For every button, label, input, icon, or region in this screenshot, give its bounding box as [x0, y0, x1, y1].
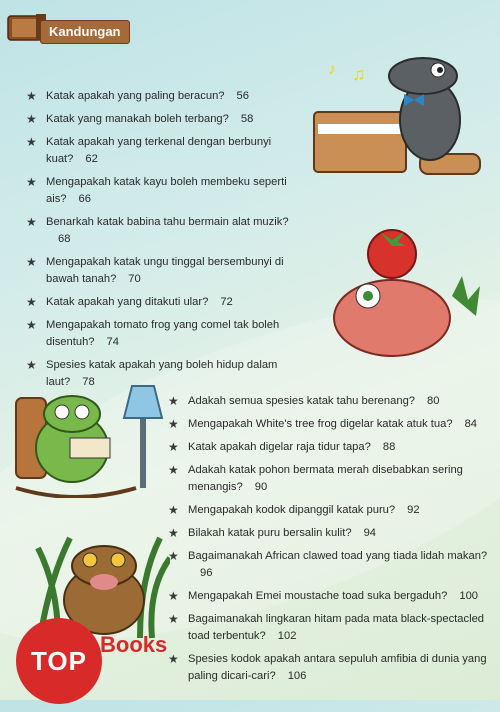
toc-item[interactable]: ★ Mengapakah tomato frog yang comel tak boleh disentuh? 74 [26, 318, 280, 348]
frog-piano-illustration [308, 50, 488, 180]
star-icon: ★ [26, 295, 37, 309]
star-icon: ★ [168, 440, 179, 454]
toc-item[interactable]: ★ Bilakah katak puru bersalin kulit? 94 [168, 526, 377, 540]
svg-text:♫: ♫ [352, 64, 366, 84]
grandpa-frog-illustration [12, 378, 172, 498]
toc-item[interactable]: ★ Katak apakah yang terkenal dengan berbunyi kuat? 62 [26, 135, 272, 165]
star-icon: ★ [168, 526, 179, 540]
star-icon: ★ [168, 463, 179, 477]
page-title: Kandungan [40, 20, 130, 44]
toc-item[interactable]: ★ Mengapakah katak ungu tinggal bersembunyi di bawah tanah? 70 [26, 255, 284, 285]
star-icon: ★ [168, 503, 179, 517]
toc-item[interactable]: ★ Mengapakah Emei moustache toad suka bergaduh? 100 [168, 589, 479, 603]
star-icon: ★ [26, 255, 37, 269]
toc-item[interactable]: ★ Spesies kodok apakah antara sepuluh amfibia di dunia yang paling dicari-cari? 106 [168, 652, 487, 682]
topbooks-logo-text: Books [100, 632, 168, 657]
star-icon: ★ [168, 652, 179, 666]
star-icon: ★ [168, 612, 179, 626]
toc-item[interactable]: ★ Katak apakah yang paling beracun? 56 [26, 89, 249, 103]
star-icon: ★ [168, 589, 179, 603]
toc-item[interactable]: ★ Katak apakah yang ditakuti ular? 72 [26, 295, 233, 309]
star-icon: ★ [26, 215, 37, 229]
star-icon: ★ [168, 394, 179, 408]
toc-item[interactable]: ★ Mengapakah White's tree frog digelar katak atuk tua? 84 [168, 417, 478, 431]
toc-item[interactable]: ★ Benarkah katak babina tahu bermain alat muzik?68 [26, 215, 289, 245]
toc-item[interactable]: ★ Bagaimanakah lingkaran hitam pada mata black-spectacled toad terbentuk? 102 [168, 612, 485, 642]
star-icon: ★ [26, 318, 37, 332]
toc-item[interactable]: ★ Bagaimanakah African clawed toad yang tiada lidah makan?96 [168, 549, 488, 579]
toc-item[interactable]: ★ Katak yang manakah boleh terbang? 58 [26, 112, 254, 126]
tomato-frog-illustration [322, 222, 492, 362]
star-icon: ★ [26, 358, 37, 372]
star-icon: ★ [168, 417, 179, 431]
svg-text:♪: ♪ [328, 61, 336, 78]
toc-item[interactable]: ★ Adakah katak pohon bermata merah disebabkan sering menangis? 90 [168, 463, 463, 493]
toc-item[interactable]: ★ Mengapakah kodok dipanggil katak puru? 92 [168, 503, 420, 517]
header [6, 6, 156, 46]
star-icon: ★ [26, 135, 37, 149]
star-icon: ★ [168, 549, 179, 563]
toc-item[interactable]: ★ Mengapakah katak kayu boleh membeku seperti ais? 66 [26, 175, 287, 205]
star-icon: ★ [26, 112, 37, 126]
toc-item[interactable]: ★ Katak apakah digelar raja tidur tapa? 88 [168, 440, 396, 454]
toc-list-left [26, 88, 301, 397]
toc-item[interactable]: ★ Spesies katak apakah yang boleh hidup dalam laut? 78 [26, 358, 278, 388]
star-icon: ★ [26, 175, 37, 189]
star-icon: ★ [26, 89, 37, 103]
toc-item[interactable]: ★ Adakah semua spesies katak tahu berenang? 80 [168, 394, 440, 408]
topbooks-logo: TOP [16, 618, 102, 704]
toc-list-right [168, 393, 498, 691]
